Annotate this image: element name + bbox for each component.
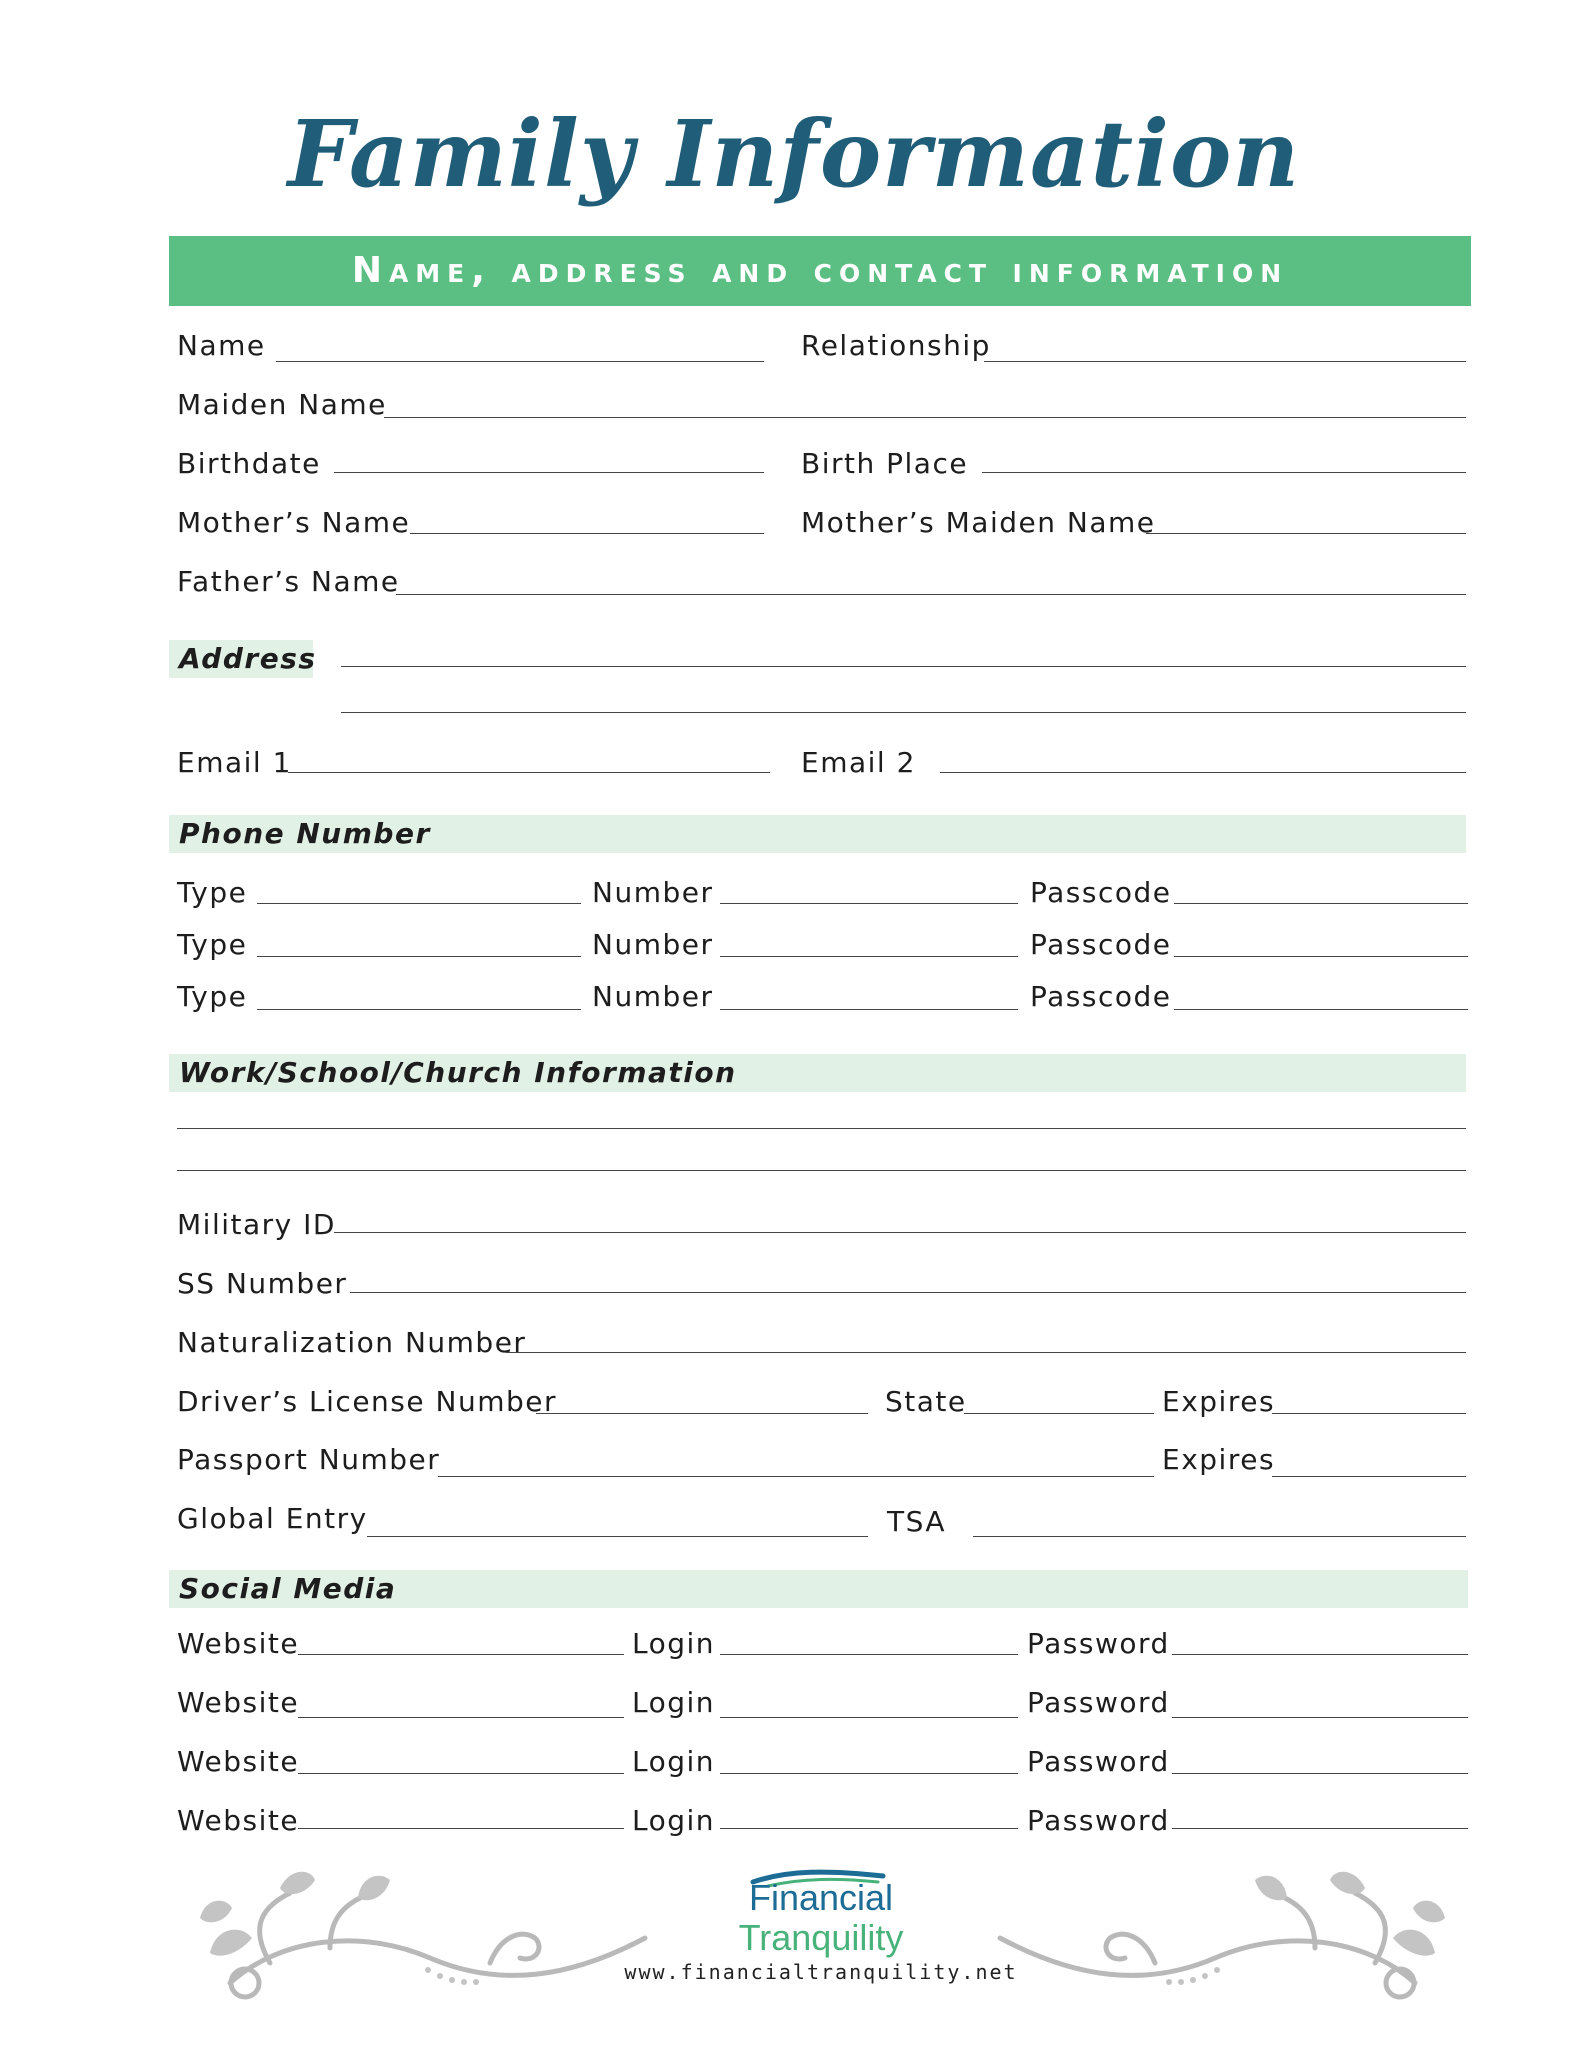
phone-passcode-field[interactable] [1174, 1009, 1468, 1010]
mothers-maiden-name-label: Mother’s Maiden Name [801, 506, 1156, 539]
drivers-license-field[interactable] [536, 1413, 868, 1414]
section-banner [169, 236, 1471, 306]
email2-field[interactable] [940, 772, 1466, 773]
mothers-name-label: Mother’s Name [177, 506, 411, 539]
license-expires-label: Expires [1162, 1385, 1276, 1418]
global-entry-label: Global Entry [177, 1502, 368, 1535]
password-field[interactable] [1172, 1773, 1468, 1774]
maiden-name-label: Maiden Name [177, 388, 387, 421]
banner-text: Name, address and contact information [351, 250, 1289, 291]
ss-number-field[interactable] [350, 1292, 1466, 1293]
website-label: Website [177, 1745, 300, 1778]
relationship-label: Relationship [801, 329, 991, 362]
login-label: Login [632, 1804, 716, 1837]
work-line-2[interactable] [177, 1170, 1466, 1171]
password-label: Password [1027, 1804, 1170, 1837]
name-field[interactable] [276, 361, 764, 362]
footer-url[interactable]: www.financialtranquility.net [624, 1960, 1018, 1984]
login-field[interactable] [720, 1654, 1018, 1655]
phone-type-field[interactable] [257, 1009, 581, 1010]
phone-type-label: Type [177, 928, 248, 961]
phone-type-field[interactable] [257, 903, 581, 904]
phone-type-field[interactable] [257, 956, 581, 957]
website-field[interactable] [298, 1828, 624, 1829]
drivers-license-label: Driver’s License Number [177, 1385, 557, 1418]
mothers-name-field[interactable] [410, 533, 764, 534]
password-label: Password [1027, 1627, 1170, 1660]
passport-expires-label: Expires [1162, 1443, 1276, 1476]
birth-place-field[interactable] [982, 472, 1466, 473]
passport-label: Passport Number [177, 1443, 441, 1476]
email1-field[interactable] [288, 772, 770, 773]
birthdate-label: Birthdate [177, 447, 321, 480]
address-heading: Address [179, 642, 317, 675]
phone-passcode-field[interactable] [1174, 956, 1468, 957]
birthdate-field[interactable] [334, 472, 764, 473]
password-label: Password [1027, 1686, 1170, 1719]
password-label: Password [1027, 1745, 1170, 1778]
work-line-1[interactable] [177, 1128, 1466, 1129]
passport-expires-field[interactable] [1272, 1476, 1466, 1477]
phone-type-label: Type [177, 876, 248, 909]
brand-name-line2: Tranquility [738, 1917, 904, 1958]
phone-type-label: Type [177, 980, 248, 1013]
login-field[interactable] [720, 1717, 1018, 1718]
address-section [169, 640, 317, 678]
relationship-field[interactable] [984, 361, 1466, 362]
phone-passcode-label: Passcode [1030, 980, 1172, 1013]
military-id-field[interactable] [334, 1232, 1466, 1233]
website-field[interactable] [298, 1773, 624, 1774]
global-entry-field[interactable] [367, 1536, 868, 1537]
birth-place-label: Birth Place [801, 447, 969, 480]
login-label: Login [632, 1686, 716, 1719]
work-section [169, 1054, 1466, 1092]
mothers-maiden-name-field[interactable] [1146, 533, 1466, 534]
state-field[interactable] [964, 1413, 1154, 1414]
phone-passcode-label: Passcode [1030, 928, 1172, 961]
phone-number-label: Number [592, 928, 714, 961]
phone-passcode-label: Passcode [1030, 876, 1172, 909]
address-line-1[interactable] [341, 666, 1466, 667]
phone-section [169, 815, 1466, 853]
website-field[interactable] [298, 1717, 624, 1718]
brand-name-line1: Financial [748, 1877, 894, 1918]
address-line-2[interactable] [341, 712, 1466, 713]
password-field[interactable] [1172, 1828, 1468, 1829]
tsa-field[interactable] [973, 1536, 1466, 1537]
phone-heading: Phone Number [179, 817, 431, 850]
military-id-label: Military ID [177, 1208, 336, 1241]
email1-label: Email 1 [177, 746, 292, 779]
website-label: Website [177, 1804, 300, 1837]
naturalization-field[interactable] [506, 1352, 1466, 1353]
fathers-name-label: Father’s Name [177, 565, 400, 598]
website-label: Website [177, 1627, 300, 1660]
website-label: Website [177, 1686, 300, 1719]
social-section [169, 1570, 1468, 1608]
name-label: Name [177, 329, 266, 362]
tsa-label: TSA [887, 1505, 947, 1538]
login-field[interactable] [720, 1828, 1018, 1829]
password-field[interactable] [1172, 1654, 1468, 1655]
ss-number-label: SS Number [177, 1267, 348, 1300]
phone-passcode-field[interactable] [1174, 903, 1468, 904]
phone-number-field[interactable] [720, 956, 1018, 957]
website-field[interactable] [298, 1654, 624, 1655]
work-heading: Work/School/Church Information [179, 1056, 737, 1089]
naturalization-label: Naturalization Number [177, 1326, 527, 1359]
phone-number-field[interactable] [720, 903, 1018, 904]
passport-field[interactable] [438, 1476, 1154, 1477]
state-label: State [885, 1385, 967, 1418]
login-label: Login [632, 1627, 716, 1660]
email2-label: Email 2 [801, 746, 916, 779]
page-title: Family Information [287, 100, 1301, 208]
login-field[interactable] [720, 1773, 1018, 1774]
social-heading: Social Media [179, 1572, 397, 1605]
password-field[interactable] [1172, 1717, 1468, 1718]
phone-number-field[interactable] [720, 1009, 1018, 1010]
login-label: Login [632, 1745, 716, 1778]
phone-number-label: Number [592, 980, 714, 1013]
license-expires-field[interactable] [1272, 1413, 1466, 1414]
phone-number-label: Number [592, 876, 714, 909]
fathers-name-field[interactable] [396, 594, 1466, 595]
maiden-name-field[interactable] [384, 417, 1466, 418]
